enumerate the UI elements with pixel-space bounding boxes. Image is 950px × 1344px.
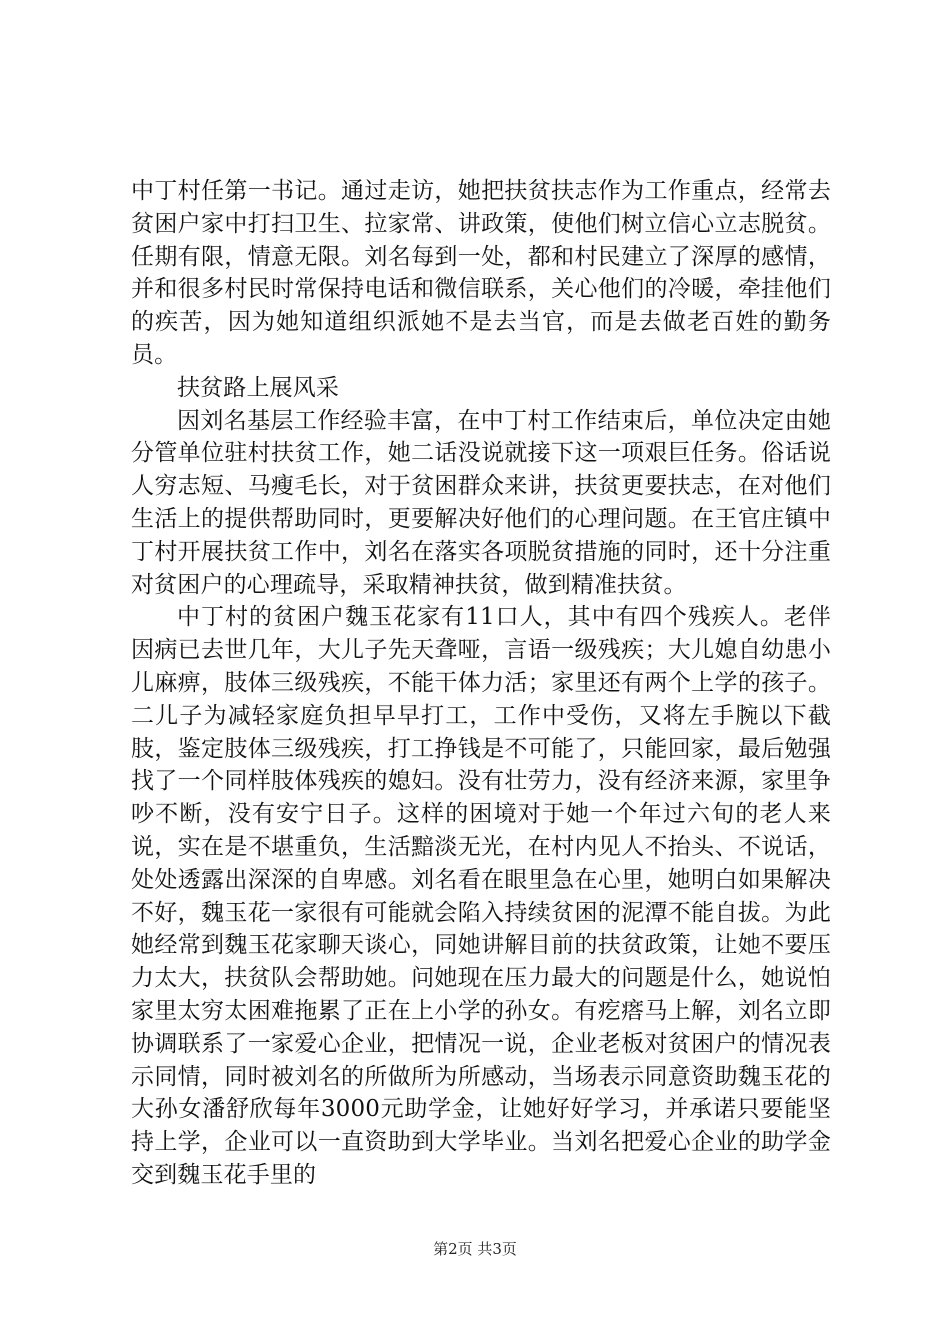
paragraph-continuation: 中丁村任第一书记。通过走访，她把扶贫扶志作为工作重点，经常去贫困户家中打扫卫生、拉家常、讲政策，使他们树立信心立志脱贫。任期有限，情意无限。刘名每到一处，都和村民建立了深厚的感情，并和很多村民时常保持电话和微信联系，关心他们的冷暖，牵挂他们的疾苦，因为她知道组织派她不是去当官，而是去做老百姓的勤务员。	[131, 178, 831, 368]
paragraph: 中丁村的贫困户魏玉花家有11口人，其中有四个残疾人。老伴因病已去世几年，大儿子先天聋哑，言语一级残疾；大儿媳自幼患小儿麻痹，肢体三级残疾，不能干体力活；家里还有两个上学的孩子。二儿子为减轻家庭负担早早打工，工作中受伤，又将左手腕以下截肢，鉴定肢体三级残疾，打工挣钱是不可能了，只能回家，最后勉强找了一个同样肢体残疾的媳妇。没有壮劳力，没有经济来源，家里争吵不断，没有安宁日子。这样的困境对于她一个年过六旬的老人来说，实在是不堪重负，生活黯淡无光，在村内见人不抬头、不说话，处处透露出深深的自卑感。刘名看在眼里急在心里，她明白如果解决不好，魏玉花一家很有可能就会陷入持续贫困的泥潭不能自拔。为此她经常到魏玉花家聊天谈心，同她讲解目前的扶贫政策，让她不要压力太大，扶贫队会帮助她。问她现在压力最大的问题是什么，她说怕家里太穷太困难拖累了正在上小学的孙女。有疙瘩马上解，刘名立即协调联系了一家爱心企业，把情况一说，企业老板对贫困户的情况表示同情，同时被刘名的所做所为所感动，当场表示同意资助魏玉花的大孙女潘舒欣每年3000元助学金，让她好好学习，并承诺只要能坚持上学，企业可以一直资助到大学毕业。当刘名把爱心企业的助学金交到魏玉花手里的	[131, 604, 831, 1188]
paragraph: 因刘名基层工作经验丰富，在中丁村工作结束后，单位决定由她分管单位驻村扶贫工作，她二话没说就接下这一项艰巨任务。俗话说人穷志短、马瘦毛长，对于贫困群众来讲，扶贫更要扶志，在对他们生活上的提供帮助同时，更要解决好他们的心理问题。在王官庄镇中丁村开展扶贫工作中，刘名在落实各项脱贫措施的同时，还十分注重对贫困户的心理疏导，采取精神扶贫，做到精准扶贫。	[131, 407, 831, 598]
page-number-footer: 第2页 共3页	[433, 1240, 517, 1258]
section-heading: 扶贫路上展风采	[177, 374, 340, 401]
document-body	[131, 175, 831, 1192]
